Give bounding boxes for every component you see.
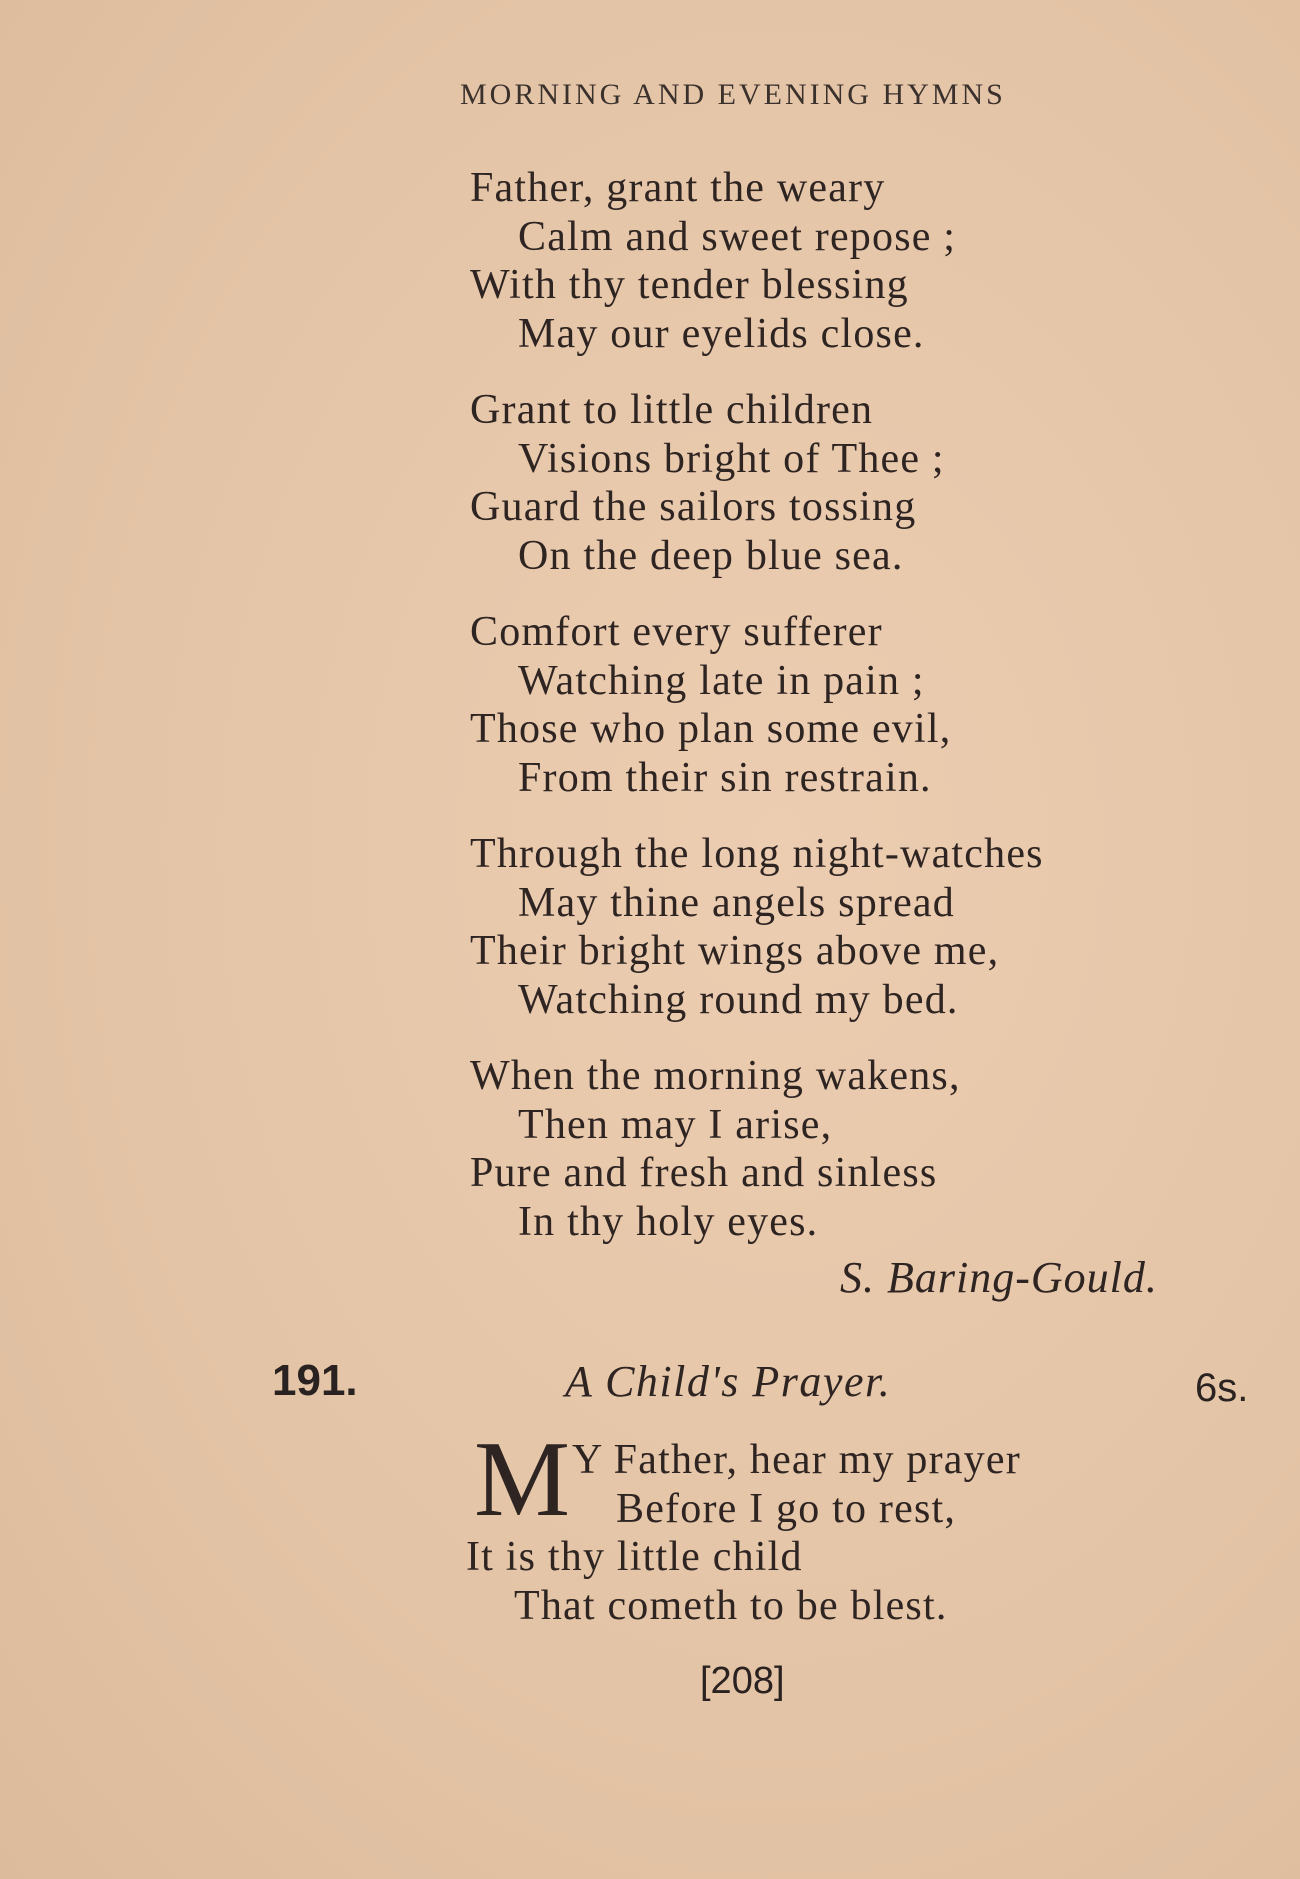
stanza-5	[470, 1052, 1190, 1246]
verse-line: From their sin restrain.	[518, 754, 932, 801]
stanza-2	[470, 386, 1190, 580]
verse-line: With thy tender blessing	[470, 262, 909, 308]
verse-line: Father, grant the weary	[470, 165, 886, 211]
verse-line: Y Father, hear my prayer	[572, 1437, 1021, 1483]
drop-cap: M	[474, 1420, 571, 1539]
child-prayer-stanza	[466, 1436, 1186, 1630]
verse-line: Those who plan some evil,	[470, 706, 952, 752]
verse-line: Through the long night-watches	[470, 831, 1044, 877]
verse-line: Before I go to rest,	[616, 1485, 957, 1532]
running-header: MORNING AND EVENING HYMNS	[460, 78, 1006, 111]
verse-line: Watching late in pain ;	[518, 657, 925, 704]
verse-line: Pure and fresh and sinless	[470, 1150, 938, 1196]
verse-line: Guard the sailors tossing	[470, 484, 917, 530]
verse-line: When the morning wakens,	[470, 1053, 961, 1099]
verse-line: In thy holy eyes.	[518, 1198, 819, 1245]
page-number: [208]	[700, 1660, 785, 1702]
hymn-meter: 6s.	[1195, 1366, 1249, 1410]
stanza-3	[470, 608, 1190, 802]
verse-line: Calm and sweet repose ;	[518, 213, 957, 260]
verse-line: Watching round my bed.	[518, 976, 959, 1023]
verse-line: It is thy little child	[466, 1534, 803, 1580]
verse-line: Visions bright of Thee ;	[518, 435, 945, 482]
stanza-4	[470, 830, 1190, 1024]
hymn-attribution: S. Baring-Gould.	[840, 1253, 1158, 1302]
verse-line: May our eyelids close.	[518, 310, 925, 357]
hymn-number: 191.	[272, 1356, 358, 1405]
verse-line: On the deep blue sea.	[518, 532, 904, 579]
verse-line: Comfort every sufferer	[470, 609, 883, 655]
verse-line: Grant to little children	[470, 387, 874, 433]
stanza-1	[470, 164, 1190, 358]
verse-line: May thine angels spread	[518, 879, 955, 926]
verse-line: Their bright wings above me,	[470, 928, 1000, 974]
verse-line: That cometh to be blest.	[514, 1582, 948, 1629]
verse-line: Then may I arise,	[518, 1101, 833, 1148]
hymn-title: A Child's Prayer.	[565, 1357, 892, 1406]
